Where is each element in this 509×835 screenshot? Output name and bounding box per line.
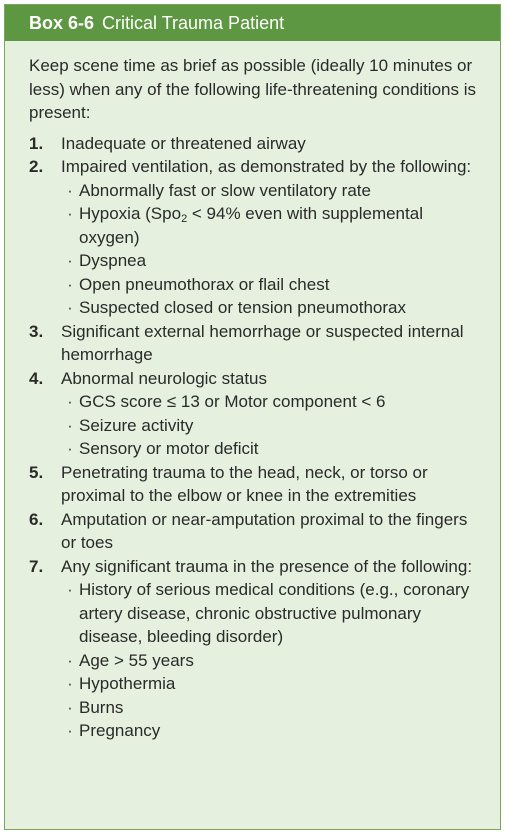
sub-item-text: History of serious medical conditions (e.g., coronary artery disease, chronic obstructive pulmonary disease, bleeding disorder) (79, 580, 470, 646)
item-number: 3. (29, 321, 44, 341)
list-item-1 (29, 132, 486, 156)
sub-item (61, 437, 486, 461)
list-item-6 (29, 508, 486, 555)
item-number: 5. (29, 462, 44, 482)
sub-item-text: Burns (79, 697, 124, 717)
sub-item (61, 249, 486, 273)
bullet: · (67, 274, 73, 294)
hypoxia-text-end: < 94% even with supplemental oxygen) (79, 204, 423, 247)
critical-trauma-box (4, 4, 501, 830)
item-text: Inadequate or threatened airway (61, 133, 306, 153)
bullet: · (67, 251, 73, 270)
item-text: Significant external hemorrhage or suspected internal hemorrhage (61, 321, 464, 364)
bullet: · (67, 298, 73, 317)
item-text: Any significant trauma in the presence of the following: (61, 556, 473, 576)
sub-item (61, 672, 486, 696)
sub-item-text: Seizure activity (79, 415, 194, 435)
bullet: · (67, 439, 73, 458)
sub-item (61, 578, 486, 649)
bullet: · (67, 697, 73, 717)
sub-item-text: Open pneumothorax or flail chest (79, 274, 330, 294)
sub-item (61, 390, 486, 414)
sub-item (61, 649, 486, 673)
list-item-4 (29, 367, 486, 461)
box-content (5, 41, 500, 743)
sub-item-text: Pregnancy (79, 721, 161, 740)
sub-item-text: GCS score ≤ 13 or Motor component < 6 (79, 392, 386, 411)
intro-text: Keep scene time as brief as possible (ideally 10 minutes or less) when any of the following life-threatening conditions is present: (29, 56, 476, 122)
item-text: Abnormal neurologic status (61, 368, 268, 388)
sub-item (61, 179, 486, 203)
sub-item-text: Age > 55 years (79, 650, 194, 670)
sub-item-text: Abnormally fast or slow ventilatory rate (79, 180, 371, 200)
box-header (5, 5, 500, 41)
bullet: · (67, 415, 73, 435)
sub-item-text: Dyspnea (79, 251, 147, 270)
list-item-7 (29, 555, 486, 743)
item-number: 4. (29, 368, 44, 388)
item-number: 1. (29, 133, 44, 153)
sub-item (61, 719, 486, 743)
bullet: · (67, 650, 73, 670)
sub-item (61, 414, 486, 438)
list-item-5 (29, 461, 486, 508)
sub-item-hypoxia (61, 202, 486, 249)
hypoxia-subscript: 2 (181, 213, 188, 225)
box-title: Critical Trauma Patient (102, 12, 285, 33)
bullet: · (67, 721, 73, 740)
sub-item (61, 273, 486, 297)
bullet: · (67, 674, 73, 693)
item-number: 6. (29, 509, 44, 529)
item-number: 7. (29, 556, 44, 576)
sub-item-text: Suspected closed or tension pneumothorax (79, 298, 406, 317)
item-text: Penetrating trauma to the head, neck, or torso or proximal to the elbow or knee in the extremities (61, 462, 428, 505)
item-text: Amputation or near-amputation proximal to the fingers or toes (61, 509, 468, 552)
list-item-2 (29, 155, 486, 320)
bullet: · (67, 204, 73, 223)
item-number: 2. (29, 157, 44, 176)
sub-item (61, 696, 486, 720)
sub-item-text: Hypothermia (79, 674, 176, 693)
bullet: · (67, 580, 73, 599)
item-text: Impaired ventilation, as demonstrated by the following: (61, 157, 472, 176)
box-number: Box 6-6 (29, 12, 95, 33)
sub-item-text: Sensory or motor deficit (79, 439, 259, 458)
hypoxia-text: Hypoxia (Spo (79, 204, 182, 223)
list-item-3 (29, 320, 486, 367)
sub-item (61, 296, 486, 320)
bullet: · (67, 180, 73, 200)
bullet: · (67, 392, 73, 411)
